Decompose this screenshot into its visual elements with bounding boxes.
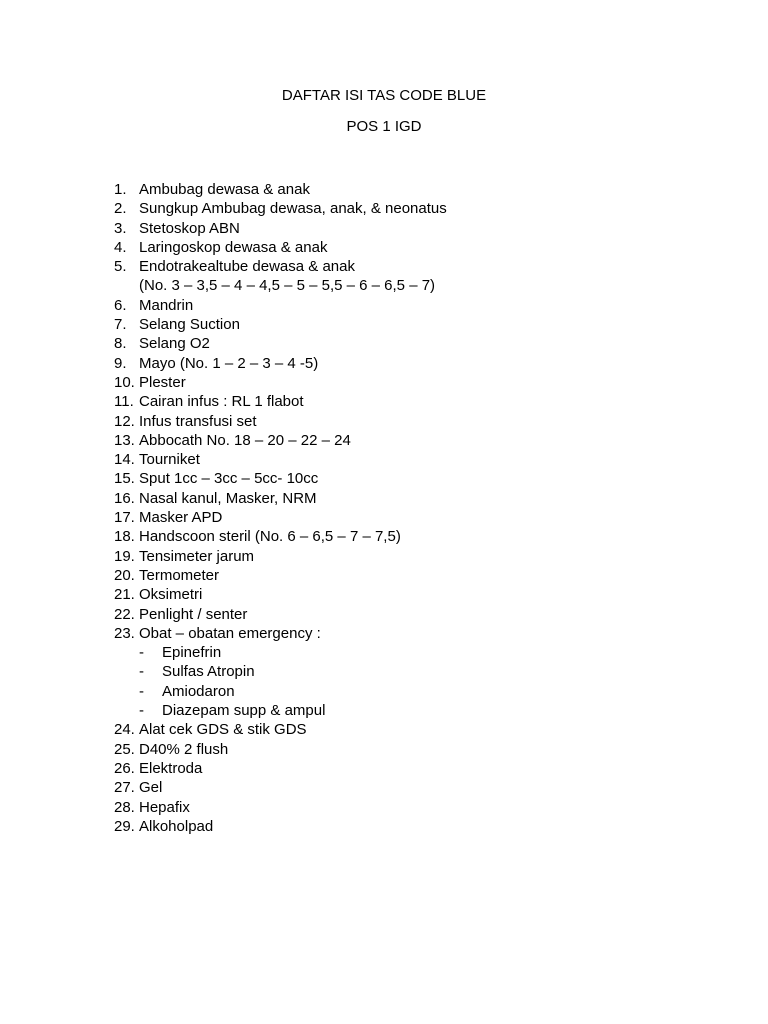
- list-item: [114, 199, 714, 218]
- list-item: [114, 547, 714, 566]
- list-item-number: 11.: [114, 393, 134, 411]
- sub-list-item: [114, 643, 714, 662]
- list-item: [114, 412, 714, 431]
- list-item-text: Sput 1cc – 3cc – 5cc- 10cc: [139, 470, 319, 488]
- sub-list-item-text: Epinefrin: [162, 644, 222, 662]
- list-item-number: 3.: [114, 219, 127, 237]
- list-item-text: Alat cek GDS & stik GDS: [139, 721, 307, 739]
- list-item: [114, 798, 714, 817]
- list-item: [114, 508, 714, 527]
- list-item-text: Mayo (No. 1 – 2 – 3 – 4 -5): [139, 354, 319, 372]
- list-item-text: Selang O2: [139, 335, 210, 353]
- list-item-number: 29.: [114, 817, 135, 835]
- list-item: [114, 296, 714, 315]
- list-item-number: 26.: [114, 759, 135, 777]
- list-item-text: Sungkup Ambubag dewasa, anak, & neonatus: [139, 200, 447, 218]
- list-item: [114, 354, 714, 373]
- list-item-number: 25.: [114, 740, 135, 758]
- list-item-text: Abbocath No. 18 – 20 – 22 – 24: [139, 431, 351, 449]
- list-item-text: Alkoholpad: [139, 817, 214, 835]
- list-item-text: Handscoon steril (No. 6 – 6,5 – 7 – 7,5): [139, 528, 401, 546]
- list-item-number: 17.: [114, 509, 135, 527]
- list-item-text: Ambubag dewasa & anak: [139, 181, 310, 198]
- list-item: [114, 605, 714, 624]
- list-item: [114, 315, 714, 334]
- document-title: DAFTAR ISI TAS CODE BLUE: [281, 87, 487, 104]
- list-item-number: 5.: [114, 258, 127, 276]
- list-item-text: Endotrakealtube dewasa & anak: [139, 258, 355, 276]
- list-item: [114, 778, 714, 797]
- list-item: [114, 817, 714, 836]
- list-item-number: 20.: [114, 566, 135, 584]
- list-item-number: 15.: [114, 470, 135, 488]
- sub-list-bullet: -: [139, 702, 144, 720]
- list-item-number: 8.: [114, 335, 127, 353]
- list-item-text: Tourniket: [139, 451, 200, 469]
- list-item-text: Nasal kanul, Masker, NRM: [139, 489, 317, 507]
- list-item: [114, 180, 714, 199]
- list-item-number: 18.: [114, 528, 135, 546]
- list-item: [114, 373, 714, 392]
- sub-list-item-text: Amiodaron: [162, 682, 235, 700]
- list-item-text: Hepafix: [139, 798, 190, 816]
- sub-list-item-text: Diazepam supp & ampul: [162, 702, 326, 720]
- list-item-continuation: [114, 276, 714, 295]
- list-item: [114, 566, 714, 585]
- list-item-text: Infus transfusi set: [139, 412, 257, 430]
- list-item-text: Penlight / senter: [139, 605, 248, 623]
- list-item-number: 23.: [114, 624, 135, 642]
- sub-list-bullet: -: [139, 663, 144, 681]
- sub-list-item-text: Sulfas Atropin: [162, 663, 255, 681]
- list-item: [114, 624, 714, 643]
- list-item-text: Termometer: [139, 566, 220, 584]
- list-item: [114, 450, 714, 469]
- list-item-number: 14.: [114, 451, 135, 469]
- list-item-number: 12.: [114, 412, 135, 430]
- list-item-text: Obat – obatan emergency :: [139, 624, 321, 642]
- sub-list-bullet: -: [139, 644, 144, 662]
- document-subtitle: POS 1 IGD: [346, 118, 422, 135]
- list-item-number: 27.: [114, 779, 135, 797]
- sub-list-item: [114, 682, 714, 701]
- list-item-number: 21.: [114, 586, 135, 604]
- list-item-text: Cairan infus : RL 1 flabot: [139, 393, 304, 411]
- list-item: [114, 720, 714, 739]
- list-item: [114, 334, 714, 353]
- list-item: [114, 431, 714, 450]
- list-item-number: 4.: [114, 238, 127, 256]
- list-item: [114, 489, 714, 508]
- list-item: [114, 238, 714, 257]
- list-item-text: Mandrin: [139, 296, 194, 314]
- list-item: [114, 759, 714, 778]
- list-item: [114, 257, 714, 276]
- list-item-number: 24.: [114, 721, 135, 739]
- list-item-number: 9.: [114, 354, 127, 372]
- list-item-text: Stetoskop ABN: [139, 219, 240, 237]
- list-item: [114, 469, 714, 488]
- list-item-text: Elektroda: [139, 759, 203, 777]
- list-item-text: D40% 2 flush: [139, 740, 229, 758]
- list-item-number: 6.: [114, 296, 127, 314]
- sub-list-bullet: -: [139, 682, 144, 700]
- sub-list-item: [114, 701, 714, 720]
- list-item-number: 19.: [114, 547, 135, 565]
- list-item-text: Masker APD: [139, 509, 223, 527]
- list-item: [114, 392, 714, 411]
- list-item-number: 28.: [114, 798, 135, 816]
- list-item-text: Selang Suction: [139, 316, 240, 334]
- list-item: [114, 740, 714, 759]
- list-item-number: 13.: [114, 431, 135, 449]
- list-item-number: 22.: [114, 605, 135, 623]
- list-item-number: 1.: [114, 181, 127, 198]
- list-item-text: Laringoskop dewasa & anak: [139, 238, 328, 256]
- list-item-number: 10.: [114, 373, 135, 391]
- item-list: [114, 180, 714, 836]
- list-item-number: 2.: [114, 200, 127, 218]
- list-item-continuation-text: (No. 3 – 3,5 – 4 – 4,5 – 5 – 5,5 – 6 – 6,5 – 7): [139, 277, 436, 295]
- list-item-text: Gel: [139, 779, 163, 797]
- sub-list-item: [114, 662, 714, 681]
- list-item-number: 16.: [114, 489, 135, 507]
- list-item-text: Oksimetri: [139, 586, 203, 604]
- list-item: [114, 585, 714, 604]
- list-item-number: 7.: [114, 316, 127, 334]
- list-item-text: Plester: [139, 373, 186, 391]
- list-item: [114, 219, 714, 238]
- list-item: [114, 527, 714, 546]
- list-item-text: Tensimeter jarum: [139, 547, 255, 565]
